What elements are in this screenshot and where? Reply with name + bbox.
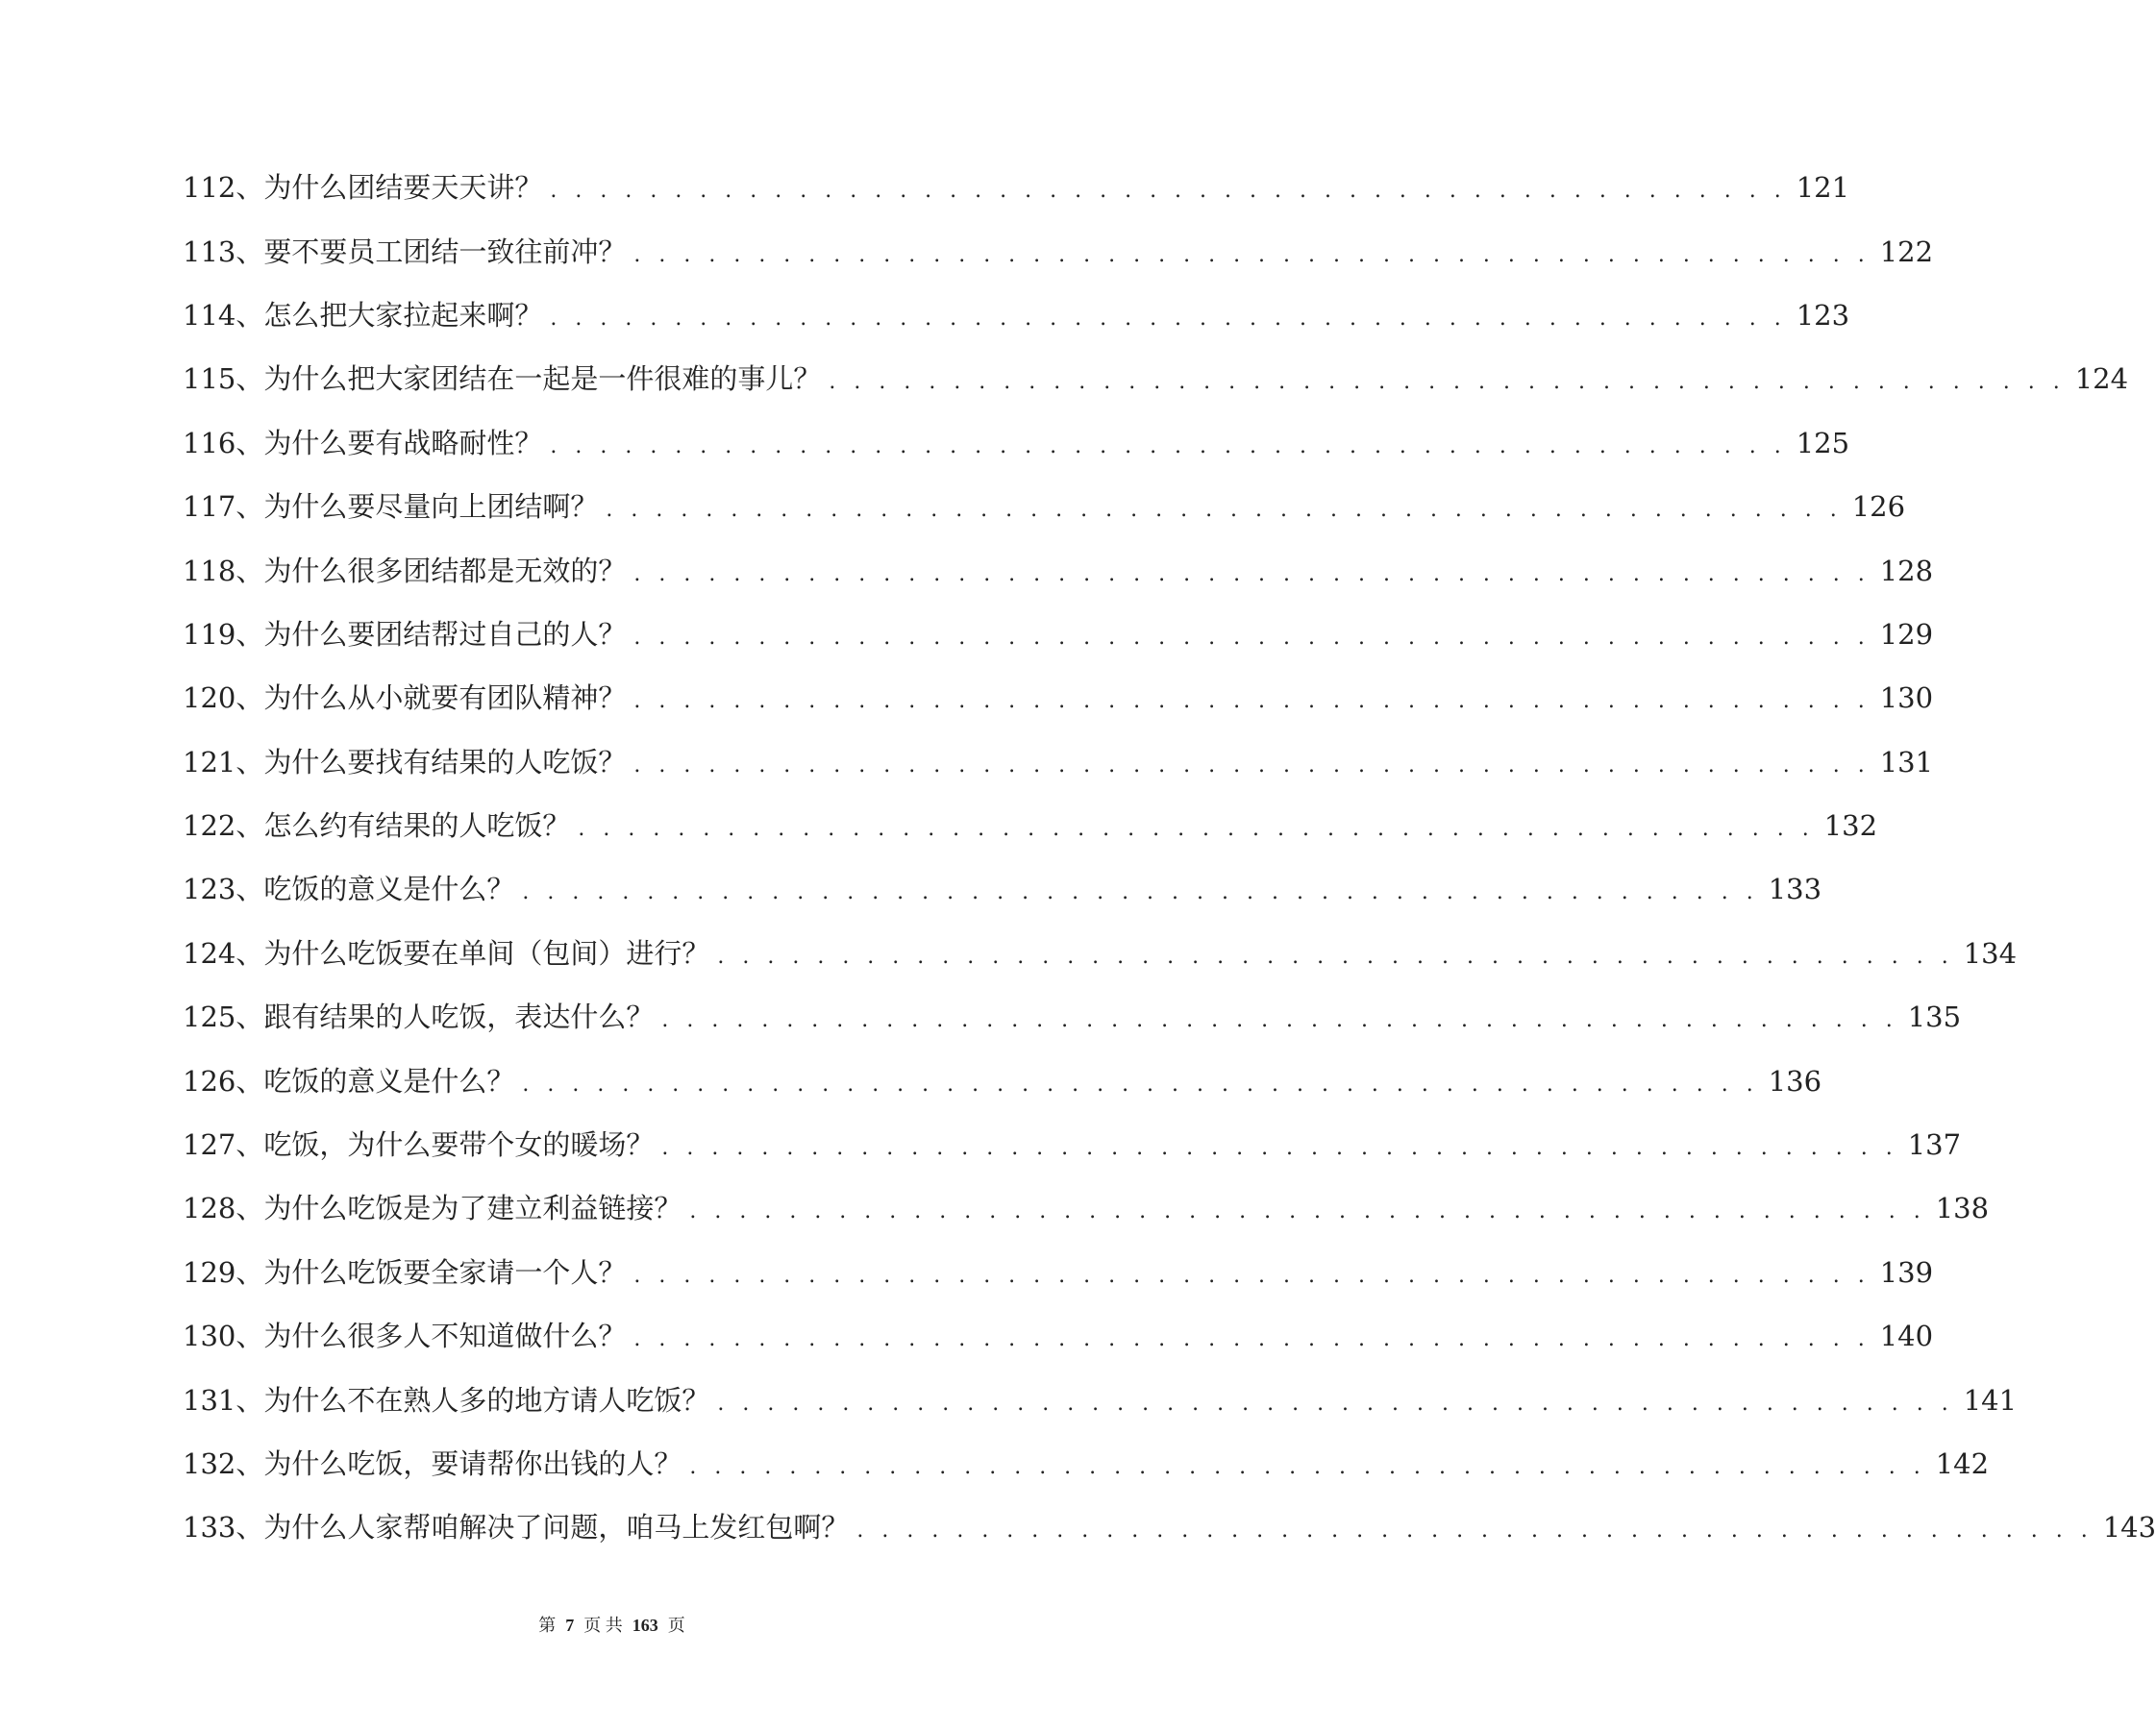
toc-entry[interactable] [183,1241,1934,1304]
toc-entry-page-number: 123 [1796,298,1850,332]
toc-entry-page-number: 128 [1879,554,1934,587]
toc-entry-title: 跟有结果的人吃饭，表达什么？ [263,1001,655,1034]
toc-entry-leader-dots: . . . . . . . . . . . . . . . . . . . . . . . . . . . . . . . . . . . . . . . . . . . . . . . . . . [633,689,1871,714]
toc-entry-number: 130 [183,1320,236,1353]
toc-entry-number: 125 [183,1001,236,1034]
toc-entry-separator: 、 [235,171,264,205]
toc-entry-separator: 、 [235,426,264,459]
toc-entry[interactable] [183,475,1906,538]
toc-entry-title: 为什么团结要天天讲？ [263,171,543,205]
toc-entry[interactable] [183,666,1934,729]
toc-entry[interactable] [183,1176,1990,1240]
toc-entry-number: 129 [183,1255,236,1289]
toc-entry-leader-dots: . . . . . . . . . . . . . . . . . . . . . . . . . . . . . . . . . . . . . . . . . . . . . . . . . . [829,370,2066,395]
toc-entry-page-number: 124 [2074,362,2129,396]
toc-entry-page-number: 131 [1879,745,1934,778]
toc-entry-page-number: 133 [1768,873,1822,906]
toc-entry-title: 为什么要尽量向上团结啊？ [263,490,599,524]
toc-entry-separator: 、 [235,1383,264,1417]
toc-entry-separator: 、 [235,1001,264,1034]
toc-entry-page-number: 132 [1823,809,1878,843]
toc-entry[interactable] [183,1368,2018,1431]
toc-entry[interactable] [183,219,1934,283]
toc-entry[interactable] [183,1049,1822,1112]
toc-entry-number: 116 [183,426,236,459]
toc-entry-title: 为什么很多团结都是无效的？ [263,554,627,587]
toc-entry-number: 133 [183,1511,236,1545]
toc-entry-separator: 、 [235,617,264,651]
toc-entry-page-number: 143 [2102,1511,2156,1545]
table-of-contents [183,156,2156,1560]
toc-entry-separator: 、 [235,554,264,587]
toc-entry-separator: 、 [235,745,264,778]
toc-entry-number: 115 [183,362,236,396]
toc-entry-number: 113 [183,235,236,268]
footer-prefix: 第 [538,1616,557,1635]
toc-entry-number: 121 [183,745,236,778]
toc-entry-number: 132 [183,1447,236,1480]
toc-entry[interactable] [183,1304,1934,1368]
toc-entry-page-number: 138 [1935,1192,1990,1225]
toc-entry-separator: 、 [235,1064,264,1098]
toc-entry-page-number: 130 [1879,681,1934,715]
toc-entry-leader-dots: . . . . . . . . . . . . . . . . . . . . . . . . . . . . . . . . . . . . . . . . . . . . . . . . . . [633,242,1871,267]
toc-entry-leader-dots: . . . . . . . . . . . . . . . . . . . . . . . . . . . . . . . . . . . . . . . . . . . . . . . . . . [717,1391,1954,1416]
toc-entry-number: 123 [183,873,236,906]
toc-entry-leader-dots: . . . . . . . . . . . . . . . . . . . . . . . . . . . . . . . . . . . . . . . . . . . . . . . . . . [717,944,1954,969]
toc-entry-title: 为什么要有战略耐性？ [263,426,543,459]
toc-entry[interactable] [183,347,2129,410]
toc-entry-leader-dots: . . . . . . . . . . . . . . . . . . . . . . . . . . . . . . . . . . . . . . . . . . . . . . . . . . [661,1136,1898,1161]
toc-entry-leader-dots: . . . . . . . . . . . . . . . . . . . . . . . . . . . . . . . . . . . . . . . . . . . . . . . . . . [550,433,1787,458]
toc-entry[interactable] [183,1495,2156,1559]
toc-entry-leader-dots: . . . . . . . . . . . . . . . . . . . . . . . . . . . . . . . . . . . . . . . . . . . . . . . . . . [550,306,1787,331]
toc-entry-number: 126 [183,1064,236,1098]
toc-entry-number: 118 [183,554,236,587]
toc-entry-leader-dots: . . . . . . . . . . . . . . . . . . . . . . . . . . . . . . . . . . . . . . . . . . . . . . . . . . [633,1327,1871,1352]
toc-entry-leader-dots: . . . . . . . . . . . . . . . . . . . . . . . . . . . . . . . . . . . . . . . . . . . . . . . . . . [522,880,1759,905]
toc-entry[interactable] [183,284,1850,347]
toc-entry-title: 为什么吃饭，要请帮你出钱的人？ [263,1447,682,1480]
toc-entry-title: 吃饭的意义是什么？ [263,1064,515,1098]
toc-entry-title: 为什么不在熟人多的地方请人吃饭？ [263,1383,710,1417]
toc-entry-title: 吃饭的意义是什么？ [263,873,515,906]
toc-entry-number: 114 [183,298,236,332]
toc-entry-separator: 、 [235,1320,264,1353]
toc-entry-leader-dots: . . . . . . . . . . . . . . . . . . . . . . . . . . . . . . . . . . . . . . . . . . . . . . . . . . [661,1008,1898,1033]
toc-entry-leader-dots: . . . . . . . . . . . . . . . . . . . . . . . . . . . . . . . . . . . . . . . . . . . . . . . . . . [606,498,1843,523]
toc-entry-number: 131 [183,1383,236,1417]
toc-entry-title: 为什么把大家团结在一起是一件很难的事儿？ [263,362,822,396]
toc-entry-title: 怎么约有结果的人吃饭？ [263,809,571,843]
toc-entry[interactable] [183,985,1962,1049]
toc-entry-separator: 、 [235,1192,264,1225]
toc-entry-number: 120 [183,681,236,715]
toc-entry-page-number: 126 [1851,490,1906,524]
toc-entry-separator: 、 [235,490,264,524]
toc-entry[interactable] [183,794,1878,857]
toc-entry-title: 吃饭，为什么要带个女的暖场？ [263,1128,655,1162]
toc-entry[interactable] [183,156,1850,219]
toc-entry-title: 为什么吃饭要全家请一个人？ [263,1255,627,1289]
toc-entry-separator: 、 [235,1255,264,1289]
page-footer [0,1612,1224,1637]
toc-entry-page-number: 140 [1879,1320,1934,1353]
toc-entry-separator: 、 [235,298,264,332]
toc-entry[interactable] [183,857,1822,921]
toc-entry-page-number: 142 [1935,1447,1990,1480]
toc-entry[interactable] [183,538,1934,602]
toc-entry-leader-dots: . . . . . . . . . . . . . . . . . . . . . . . . . . . . . . . . . . . . . . . . . . . . . . . . . . [550,179,1787,204]
toc-entry[interactable] [183,922,2018,985]
toc-entry-page-number: 136 [1768,1064,1822,1098]
footer-suffix: 页 [667,1616,685,1635]
toc-entry-number: 117 [183,490,236,524]
toc-entry-page-number: 134 [1963,936,2018,970]
toc-entry-separator: 、 [235,936,264,970]
toc-entry-title: 为什么要找有结果的人吃饭？ [263,745,627,778]
toc-entry-separator: 、 [235,1511,264,1545]
toc-entry-separator: 、 [235,873,264,906]
toc-entry-leader-dots: . . . . . . . . . . . . . . . . . . . . . . . . . . . . . . . . . . . . . . . . . . . . . . . . . . [578,817,1815,842]
toc-entry-page-number: 121 [1796,171,1850,205]
toc-entry-separator: 、 [235,809,264,843]
toc-entry-leader-dots: . . . . . . . . . . . . . . . . . . . . . . . . . . . . . . . . . . . . . . . . . . . . . . . . . . [633,1263,1871,1288]
toc-entry-page-number: 135 [1907,1001,1962,1034]
toc-entry-separator: 、 [235,362,264,396]
toc-entry[interactable] [183,603,1934,666]
toc-entry-separator: 、 [235,235,264,268]
toc-entry-number: 124 [183,936,236,970]
toc-entry-title: 为什么从小就要有团队精神？ [263,681,627,715]
toc-entry-title: 怎么把大家拉起来啊？ [263,298,543,332]
toc-entry-page-number: 137 [1907,1128,1962,1162]
footer-middle: 页 共 [583,1616,623,1635]
toc-entry-number: 119 [183,617,236,651]
toc-entry-title: 为什么要团结帮过自己的人？ [263,617,627,651]
toc-entry-page-number: 141 [1963,1383,2018,1417]
toc-entry-page-number: 129 [1879,617,1934,651]
toc-entry-number: 112 [183,171,236,205]
toc-entry-title: 为什么很多人不知道做什么？ [263,1320,627,1353]
footer-total-pages: 163 [632,1616,658,1635]
toc-entry-separator: 、 [235,1447,264,1480]
toc-entry[interactable] [183,730,1934,794]
toc-entry-leader-dots: . . . . . . . . . . . . . . . . . . . . . . . . . . . . . . . . . . . . . . . . . . . . . . . . . . [689,1199,1926,1224]
toc-entry-title: 为什么人家帮咱解决了问题，咱马上发红包啊？ [263,1511,850,1545]
toc-entry[interactable] [183,1113,1962,1176]
toc-entry[interactable] [183,411,1850,475]
toc-entry-title: 为什么吃饭是为了建立利益链接？ [263,1192,682,1225]
toc-entry-separator: 、 [235,1128,264,1162]
toc-entry-number: 128 [183,1192,236,1225]
toc-entry-leader-dots: . . . . . . . . . . . . . . . . . . . . . . . . . . . . . . . . . . . . . . . . . . . . . . . . . . [856,1519,2094,1544]
toc-entry-number: 122 [183,809,236,843]
toc-entry-title: 为什么吃饭要在单间（包间）进行？ [263,936,710,970]
footer-current-page: 7 [565,1616,575,1635]
toc-entry-title: 要不要员工团结一致往前冲？ [263,235,627,268]
toc-entry-leader-dots: . . . . . . . . . . . . . . . . . . . . . . . . . . . . . . . . . . . . . . . . . . . . . . . . . . [633,625,1871,650]
toc-entry[interactable] [183,1432,1990,1495]
toc-entry-page-number: 139 [1879,1255,1934,1289]
toc-entry-leader-dots: . . . . . . . . . . . . . . . . . . . . . . . . . . . . . . . . . . . . . . . . . . . . . . . . . . [522,1072,1759,1097]
toc-entry-leader-dots: . . . . . . . . . . . . . . . . . . . . . . . . . . . . . . . . . . . . . . . . . . . . . . . . . . [633,561,1871,586]
toc-entry-number: 127 [183,1128,236,1162]
toc-entry-separator: 、 [235,681,264,715]
toc-entry-page-number: 125 [1796,426,1850,459]
toc-entry-leader-dots: . . . . . . . . . . . . . . . . . . . . . . . . . . . . . . . . . . . . . . . . . . . . . . . . . . [689,1455,1926,1479]
toc-entry-leader-dots: . . . . . . . . . . . . . . . . . . . . . . . . . . . . . . . . . . . . . . . . . . . . . . . . . . [633,753,1871,778]
toc-entry-page-number: 122 [1879,235,1934,268]
